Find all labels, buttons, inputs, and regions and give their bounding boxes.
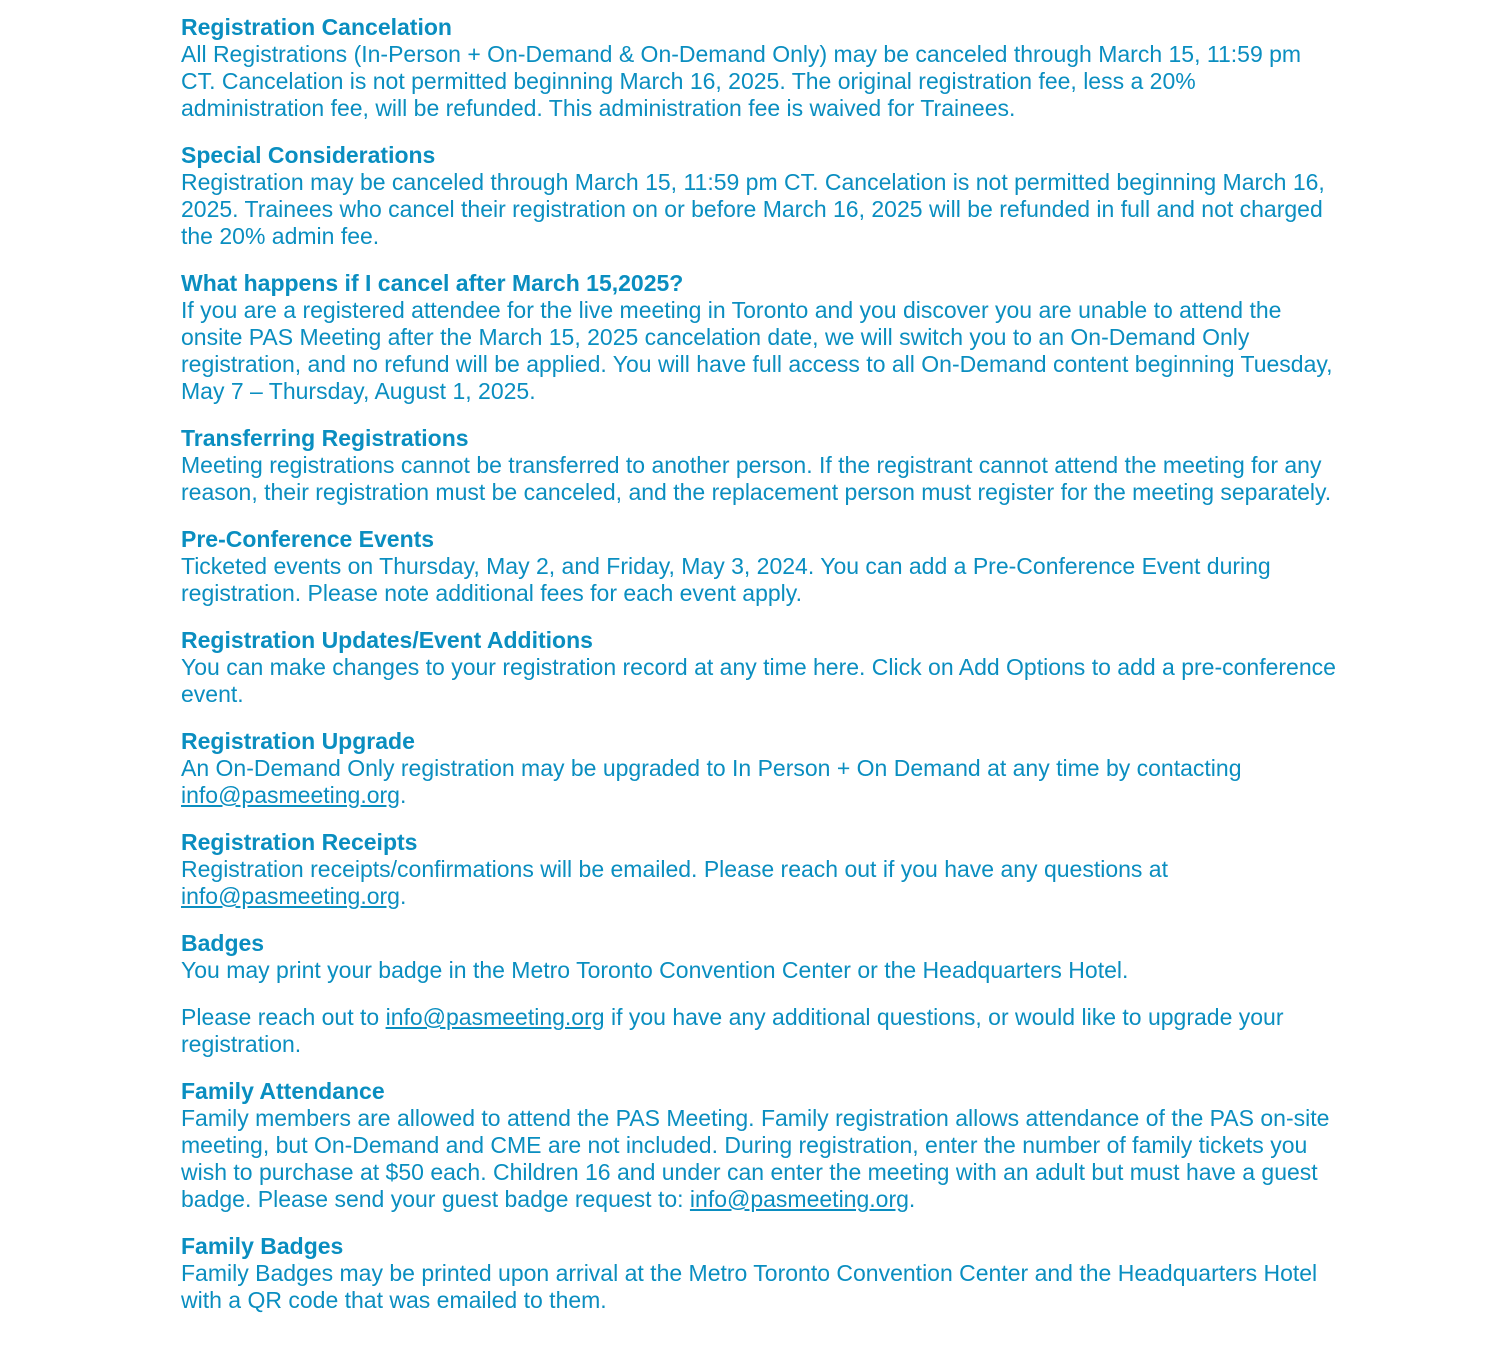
section-badges (181, 930, 1341, 984)
body-text-after-link: if you have any additional questions, or would like to upgrade your registration. (181, 1004, 1284, 1057)
email-link[interactable]: info@pasmeeting.org (689, 1186, 909, 1212)
email-link[interactable]: info@pasmeeting.org (181, 782, 400, 808)
section-heading: Family Attendance (181, 1078, 385, 1104)
body-text-after-link: . (908, 1186, 916, 1212)
section-body: Meeting registrations cannot be transferred to another person. If the registrant cannot attend the meeting for any reason, their registration must be canceled, and the replacement person must register for the meeting separately. (181, 452, 1332, 505)
section-heading: Family Badges (181, 1233, 344, 1259)
registration-policy-document (181, 14, 1341, 1334)
email-link[interactable]: info@pasmeeting.org (385, 1004, 605, 1030)
section-registration-receipts (181, 829, 1341, 910)
body-text-before-link: An On-Demand Only registration may be upgraded to In Person + On Demand at any time by contacting (181, 755, 1242, 781)
section-heading: Registration Receipts (181, 829, 418, 855)
body-text-before-link: Family members are allowed to attend the PAS Meeting. Family registration allows attendance of the PAS on-site meeting, but On-Demand and CME are not included. During registration, enter the number of family tickets you wish to purchase at $50 each. Children 16 and under can enter the meeting with an adult but must have a guest badge. Please send your guest badge request to: (181, 1105, 1330, 1212)
section-body: Ticketed events on Thursday, May 2, and Friday, May 3, 2024. You can add a Pre-Conference Event during registration. Please note additional fees for each event apply. (181, 553, 1271, 606)
section-cancel-after-deadline (181, 270, 1341, 405)
section-body: You can make changes to your registration record at any time here. Click on Add Options to add a pre-conference event. (181, 654, 1336, 707)
section-heading: Badges (181, 930, 265, 956)
section-family-attendance (181, 1078, 1341, 1213)
section-body: You may print your badge in the Metro Toronto Convention Center or the Headquarters Hotel. (181, 957, 1129, 983)
section-heading: Registration Upgrade (181, 728, 415, 754)
body-text-after-link: . (399, 883, 407, 909)
section-body: Family Badges may be printed upon arrival at the Metro Toronto Convention Center and the Headquarters Hotel with a QR code that was emailed to them. (181, 1260, 1318, 1313)
section-heading: Special Considerations (181, 142, 436, 168)
section-registration-upgrade (181, 728, 1341, 809)
section-body (181, 856, 1341, 910)
section-family-badges (181, 1233, 1341, 1314)
body-text-before-link: Please reach out to (181, 1004, 386, 1030)
section-body (181, 1004, 1341, 1058)
section-transferring-registrations (181, 425, 1341, 506)
email-link[interactable]: info@pasmeeting.org (181, 883, 400, 909)
section-registration-updates (181, 627, 1341, 708)
section-heading: Pre-Conference Events (181, 526, 435, 552)
section-registration-cancelation (181, 14, 1341, 122)
section-heading: Registration Cancelation (181, 14, 452, 40)
section-heading: What happens if I cancel after March 15,2025? (181, 270, 684, 296)
body-text-after-link: . (399, 782, 407, 808)
section-body: All Registrations (In-Person + On-Demand & On-Demand Only) may be canceled through March 15, 11:59 pm CT. Cancelation is not permitted beginning March 16, 2025. The original registration fee, less a 20% administration fee, will be refunded. This administration fee is waived for Trainees. (181, 41, 1302, 121)
section-body (181, 1105, 1341, 1213)
section-special-considerations (181, 142, 1341, 250)
section-body: Registration may be canceled through March 15, 11:59 pm CT. Cancelation is not permitted beginning March 16, 2025. Trainees who cancel their registration on or before March 16, 2025 will be refunded in full and not charged the 20% admin fee. (181, 169, 1325, 249)
section-pre-conference-events (181, 526, 1341, 607)
section-contact-note (181, 1004, 1341, 1058)
section-heading: Transferring Registrations (181, 425, 469, 451)
body-text-before-link: Registration receipts/confirmations will be emailed. Please reach out if you have any questions at (181, 856, 1168, 882)
section-heading: Registration Updates/Event Additions (181, 627, 593, 653)
section-body: If you are a registered attendee for the live meeting in Toronto and you discover you are unable to attend the onsite PAS Meeting after the March 15, 2025 cancelation date, we will switch you to an On-Demand Only registration, and no refund will be applied. You will have full access to all On-Demand content beginning Tuesday, May 7 – Thursday, August 1, 2025. (181, 297, 1333, 404)
section-body (181, 755, 1341, 809)
